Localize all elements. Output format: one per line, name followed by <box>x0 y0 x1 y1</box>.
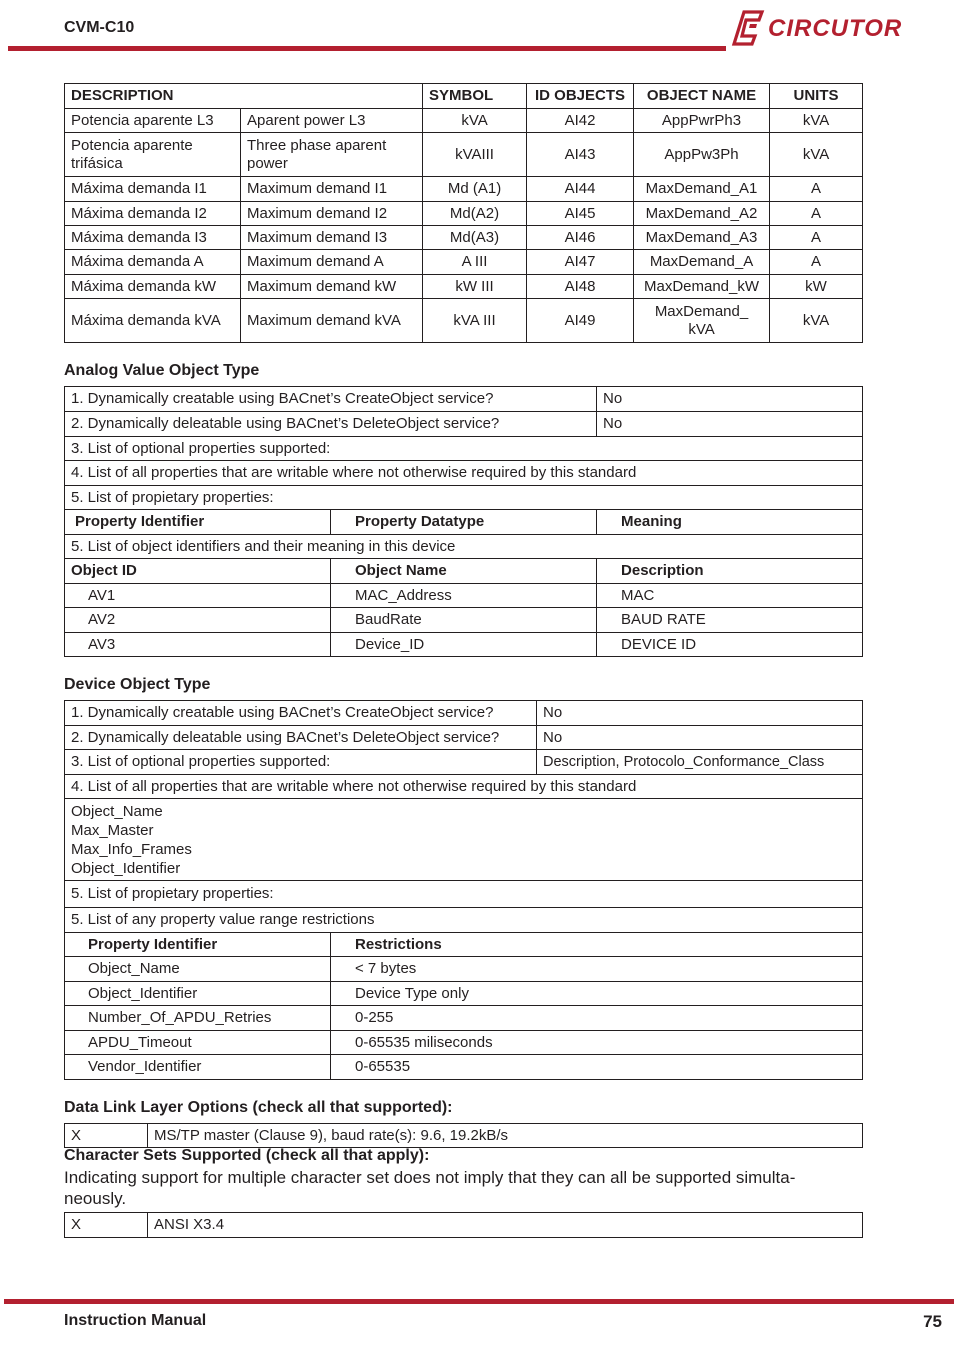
footer-title: Instruction Manual <box>64 1312 207 1329</box>
cell-description-en: Maximum demand kW <box>241 275 423 299</box>
cell-id: AI47 <box>527 250 634 275</box>
charset-check-mark: X <box>65 1213 148 1238</box>
datalink-heading: Data Link Layer Options (check all that supported): <box>64 1099 453 1116</box>
restr-value: 0-65535 miliseconds <box>331 1031 863 1055</box>
analog-q1: 1. Dynamically creatable using BACnet’s CreateObject service? <box>65 387 597 412</box>
col-header-symbol: SYMBOL <box>423 84 527 109</box>
cell-id: AI44 <box>527 177 634 202</box>
device-table <box>64 700 863 1080</box>
cell-description-es: Máxima demanda I2 <box>65 202 241 226</box>
cell-id: AI42 <box>527 109 634 133</box>
charsets-note: Indicating support for multiple character set does not imply that they can all be supported simulta-neously. <box>64 1168 796 1208</box>
device-q1: 1. Dynamically creatable using BACnet’s CreateObject service? <box>65 701 537 726</box>
obj-name: BaudRate <box>331 608 597 633</box>
cell-description-en: Aparent power L3 <box>241 109 423 133</box>
restr-identifier: Vendor_Identifier <box>65 1055 331 1080</box>
device-heading: Device Object Type <box>64 676 211 693</box>
cell-units: A <box>770 226 863 250</box>
cell-symbol: kVA III <box>423 299 527 343</box>
device-q5: 5. List of propietary properties: <box>65 881 863 908</box>
table-row <box>65 1055 863 1080</box>
list-item: Object_Name <box>71 802 163 820</box>
restr-value: Device Type only <box>331 982 863 1006</box>
col-header-description: DESCRIPTION <box>65 84 423 109</box>
table-row <box>65 133 863 177</box>
table-row <box>65 299 863 343</box>
cell-symbol: kVAIII <box>423 133 527 177</box>
restr-value: 0-255 <box>331 1006 863 1031</box>
table-row <box>65 1006 863 1031</box>
device-q3: 3. List of optional properties supported: <box>65 750 537 775</box>
cell-object-name: MaxDemand_A2 <box>634 202 770 226</box>
device-a2: No <box>537 726 863 750</box>
col-header-object-name: OBJECT NAME <box>634 84 770 109</box>
list-item: Object_Identifier <box>71 859 181 877</box>
obj-description: DEVICE ID <box>597 633 863 657</box>
device-q4: 4. List of all properties that are writable where not otherwise required by this standard <box>65 775 863 799</box>
cell-id: AI46 <box>527 226 634 250</box>
cell-symbol: Md(A3) <box>423 226 527 250</box>
analog-q2: 2. Dynamically deleatable using BACnet’s DeleteObject service? <box>65 412 597 437</box>
cell-description-es: Máxima demanda I1 <box>65 177 241 202</box>
prop-header-meaning: Meaning <box>597 510 863 535</box>
analog-heading: Analog Value Object Type <box>64 362 260 379</box>
page-number: 75 <box>923 1312 942 1331</box>
table-row <box>65 250 863 275</box>
list-item: Max_Info_Frames <box>71 840 192 858</box>
document-code: CVM-C10 <box>64 19 135 36</box>
prop-header-identifier: Property Identifier <box>65 510 331 535</box>
charsets-heading: Character Sets Supported (check all that apply): <box>64 1147 430 1164</box>
obj-description: BAUD RATE <box>597 608 863 633</box>
prop-header-datatype: Property Datatype <box>331 510 597 535</box>
col-header-units: UNITS <box>770 84 863 109</box>
table-row <box>65 957 863 982</box>
cell-units: A <box>770 202 863 226</box>
cell-symbol: kW III <box>423 275 527 299</box>
restr-header-identifier: Property Identifier <box>65 933 331 957</box>
obj-id: AV3 <box>65 633 331 657</box>
cell-description-en: Maximum demand A <box>241 250 423 275</box>
header-rule <box>8 46 726 51</box>
cell-description-es: Máxima demanda kVA <box>65 299 241 343</box>
device-a1: No <box>537 701 863 726</box>
table-row <box>65 1031 863 1055</box>
table-row <box>65 226 863 250</box>
analog-q6: 5. List of object identifiers and their meaning in this device <box>65 535 863 559</box>
cell-description-en: Maximum demand I3 <box>241 226 423 250</box>
analog-q5: 5. List of propietary properties: <box>65 486 863 510</box>
cell-units: kVA <box>770 133 863 177</box>
analog-q4: 4. List of all properties that are writable where not otherwise required by this standard <box>65 461 863 486</box>
device-a3: Description, Protocolo_Conformance_Class <box>537 750 863 775</box>
cell-symbol: A III <box>423 250 527 275</box>
obj-name: Device_ID <box>331 633 597 657</box>
cell-units: kVA <box>770 109 863 133</box>
table-row <box>65 608 863 633</box>
circutor-logo <box>730 8 906 48</box>
analog-q3: 3. List of optional properties supported: <box>65 437 863 461</box>
device-q6: 5. List of any property value range restrictions <box>65 908 863 933</box>
obj-name: MAC_Address <box>331 584 597 608</box>
cell-description-es: Potencia aparente L3 <box>65 109 241 133</box>
cell-description-en: Maximum demand I1 <box>241 177 423 202</box>
obj-header-description: Description <box>597 559 863 584</box>
cell-id: AI43 <box>527 133 634 177</box>
analog-a1: No <box>597 387 863 412</box>
cell-object-name: AppPw3Ph <box>634 133 770 177</box>
table-row <box>65 202 863 226</box>
cell-description-es: Máxima demanda kW <box>65 275 241 299</box>
cell-symbol: kVA <box>423 109 527 133</box>
restr-header-restrictions: Restrictions <box>331 933 863 957</box>
cell-units: A <box>770 177 863 202</box>
table-row <box>65 275 863 299</box>
cell-description-es: Máxima demanda A <box>65 250 241 275</box>
restr-value: 0-65535 <box>331 1055 863 1080</box>
svg-text:CIRCUTOR: CIRCUTOR <box>768 15 903 42</box>
table-row <box>65 633 863 657</box>
table-row <box>65 109 863 133</box>
cell-object-name: MaxDemand_A3 <box>634 226 770 250</box>
object-table <box>64 83 863 343</box>
cell-id: AI45 <box>527 202 634 226</box>
obj-description: MAC <box>597 584 863 608</box>
cell-description-en: Maximum demand kVA <box>241 299 423 343</box>
footer-rule <box>4 1299 954 1304</box>
obj-header-name: Object Name <box>331 559 597 584</box>
cell-description-en: Maximum demand I2 <box>241 202 423 226</box>
obj-id: AV2 <box>65 608 331 633</box>
datalink-option: MS/TP master (Clause 9), baud rate(s): 9.6, 19.2kB/s <box>148 1124 863 1148</box>
cell-description-en: Three phase aparent power <box>241 133 423 177</box>
datalink-table <box>64 1123 863 1148</box>
cell-description-es: Potencia aparente trifásica <box>65 133 241 177</box>
cell-symbol: Md (A1) <box>423 177 527 202</box>
charsets-table <box>64 1212 863 1238</box>
cell-object-name: MaxDemand_A1 <box>634 177 770 202</box>
restr-value: < 7 bytes <box>331 957 863 982</box>
cell-symbol: Md(A2) <box>423 202 527 226</box>
device-q2: 2. Dynamically deleatable using BACnet’s DeleteObject service? <box>65 726 537 750</box>
datalink-check-mark: X <box>65 1124 148 1148</box>
cell-id: AI48 <box>527 275 634 299</box>
analog-table <box>64 386 863 657</box>
writable-list <box>65 799 863 881</box>
list-item: Max_Master <box>71 821 154 839</box>
restr-identifier: Object_Identifier <box>65 982 331 1006</box>
table-row <box>65 584 863 608</box>
obj-id: AV1 <box>65 584 331 608</box>
restr-identifier: Number_Of_APDU_Retries <box>65 1006 331 1031</box>
table-row <box>65 982 863 1006</box>
cell-description-es: Máxima demanda I3 <box>65 226 241 250</box>
obj-header-id: Object ID <box>65 559 331 584</box>
restr-identifier: Object_Name <box>65 957 331 982</box>
cell-units: kVA <box>770 299 863 343</box>
cell-units: kW <box>770 275 863 299</box>
cell-object-name: MaxDemand_ kVA <box>634 299 770 343</box>
cell-id: AI49 <box>527 299 634 343</box>
table-row <box>65 177 863 202</box>
restr-identifier: APDU_Timeout <box>65 1031 331 1055</box>
charset-option: ANSI X3.4 <box>148 1213 863 1238</box>
analog-a2: No <box>597 412 863 437</box>
cell-object-name: MaxDemand_A <box>634 250 770 275</box>
cell-object-name: MaxDemand_kW <box>634 275 770 299</box>
col-header-id-objects: ID OBJECTS <box>527 84 634 109</box>
cell-units: A <box>770 250 863 275</box>
cell-object-name: AppPwrPh3 <box>634 109 770 133</box>
